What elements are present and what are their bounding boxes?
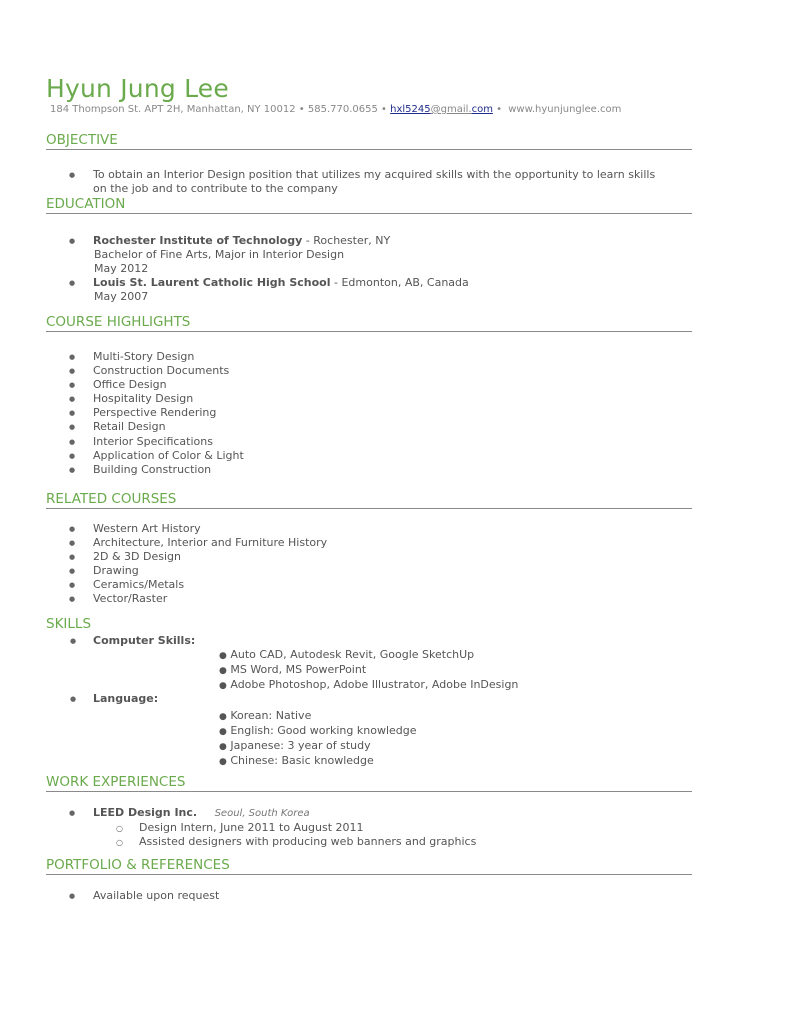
list-item (46, 276, 692, 304)
objective-list (46, 168, 692, 196)
company-location: Seoul, South Korea (214, 808, 310, 819)
bullet-icon: ● (70, 637, 77, 645)
list-item: ● Retail Design (46, 420, 692, 434)
school-name: Louis St. Laurent Catholic High School (93, 276, 331, 290)
list-item: ● Korean: Native (219, 709, 312, 722)
skill-category-language (70, 692, 159, 707)
list-item: ● Auto CAD, Autodesk Revit, Google SketchUp (219, 648, 475, 661)
graduation-date: May 2012 (94, 262, 149, 276)
related-courses-list (46, 522, 692, 607)
list-item: ● Ceramics/Metals (46, 578, 692, 592)
skill-category-label: Language: (93, 692, 159, 705)
graduation-date: May 2007 (94, 290, 149, 304)
list-item (46, 234, 692, 276)
section-heading-work: WORK EXPERIENCES (46, 774, 692, 792)
list-item: ● Construction Documents (46, 364, 692, 378)
list-item: ○ Assisted designers with producing web banners and graphics (46, 835, 692, 849)
list-item: ● Hospitality Design (46, 392, 692, 406)
separator: • (381, 104, 387, 115)
list-item: ● Office Design (46, 378, 692, 392)
list-item: ● Western Art History (46, 522, 692, 536)
computer-skills-list (219, 648, 518, 693)
email-link[interactable]: hxl5245@gmail.com (390, 104, 493, 115)
list-item: ● Perspective Rendering (46, 406, 692, 420)
bullet-icon: ● (70, 695, 77, 703)
phone: 585.770.0655 (307, 104, 378, 115)
list-item: ● English: Good working knowledge (219, 724, 417, 738)
list-item: ● Application of Color & Light (46, 449, 692, 463)
list-item: ● To obtain an Interior Design position that utilizes my acquired skills with the opportunity to learn skills on the job and to contribute to the company (46, 168, 692, 196)
section-heading-skills: SKILLS (46, 616, 92, 632)
section-heading-portfolio: PORTFOLIO & REFERENCES (46, 857, 692, 875)
section-heading-objective: OBJECTIVE (46, 132, 692, 150)
list-item: ● Vector/Raster (46, 592, 692, 606)
resume-name: Hyun Jung Lee (46, 74, 229, 103)
course-highlights-list (46, 350, 692, 477)
section-heading-related-courses: RELATED COURSES (46, 491, 692, 509)
separator: • (496, 104, 503, 115)
language-skills-list (219, 709, 417, 769)
list-item: ● Building Construction (46, 463, 692, 477)
work-details-list (46, 821, 692, 849)
list-item: ● Multi-Story Design (46, 350, 692, 364)
list-item: ○ Design Intern, June 2011 to August 2011 (46, 821, 692, 835)
website: www.hyunjunglee.com (508, 104, 622, 115)
list-item: ● Japanese: 3 year of study (219, 739, 371, 753)
work-entry (46, 806, 692, 849)
list-item: ● MS Word, MS PowerPoint (219, 663, 367, 677)
portfolio-list (46, 889, 692, 903)
list-item: ● Architecture, Interior and Furniture History (46, 536, 692, 550)
school-location: - Rochester, NY (305, 234, 391, 247)
section-heading-course-highlights: COURSE HIGHLIGHTS (46, 314, 692, 332)
skill-category-label: Computer Skills: (93, 634, 196, 647)
list-item: ● Chinese: Basic knowledge (219, 754, 374, 768)
section-heading-education: EDUCATION (46, 196, 692, 214)
list-item: ● 2D & 3D Design (46, 550, 692, 564)
school-name: Rochester Institute of Technology (93, 234, 303, 247)
company-name: LEED Design Inc. (93, 806, 198, 819)
list-item: ● Drawing (46, 564, 692, 578)
address: 184 Thompson St. APT 2H, Manhattan, NY 10012 (50, 104, 296, 115)
list-item: ● Adobe Photoshop, Adobe Illustrator, Adobe InDesign (219, 678, 519, 692)
separator: • (298, 104, 305, 115)
degree: Bachelor of Fine Arts, Major in Interior Design (94, 248, 345, 262)
list-item: ● Available upon request (46, 889, 692, 903)
contact-line (50, 104, 621, 115)
school-location: - Edmonton, AB, Canada (334, 276, 469, 290)
skill-category-computer (70, 634, 196, 649)
work-company-row (46, 806, 692, 821)
list-item: ● Interior Specifications (46, 435, 692, 449)
education-list (46, 234, 692, 304)
